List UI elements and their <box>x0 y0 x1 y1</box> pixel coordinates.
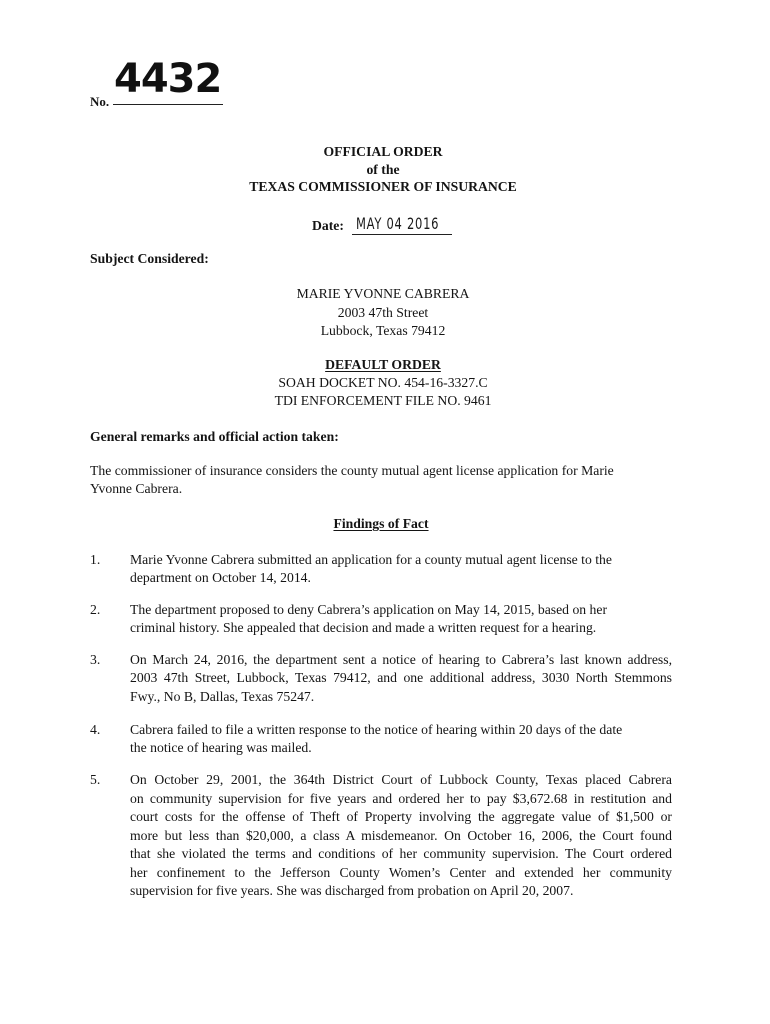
date-stamp: MAY 04 2016 <box>356 214 440 233</box>
order-number-stamp: 4432 <box>114 56 222 102</box>
findings-heading-text: Findings of Fact <box>333 516 429 531</box>
subject-name: MARIE YVONNE CABRERA <box>296 286 470 301</box>
finding-text-line: the notice of hearing was mailed. <box>130 740 312 756</box>
finding-number: 1. <box>90 552 101 567</box>
finding-text-line: The department proposed to deny Cabrera’s application on May 14, 2015, based on her <box>130 602 608 617</box>
finding-text-line: Marie Yvonne Cabrera submitted an application for a county mutual agent license to the <box>130 552 612 567</box>
order-title: OFFICIAL ORDER <box>323 144 443 159</box>
subject-label: Subject Considered: <box>90 251 209 266</box>
remarks-line: The commissioner of insurance considers the county mutual agent license application for Marie <box>90 463 614 478</box>
finding-text-line: on community supervision for five years and ordered her to pay $3,672.68 in restitution and <box>130 790 672 806</box>
finding-number: 5. <box>90 772 101 787</box>
order-number-underline <box>113 104 223 105</box>
finding-text-line: supervision for five years. She was discharged from probation on April 20, 2007. <box>130 883 574 898</box>
finding-text <box>130 651 672 706</box>
finding-text <box>130 771 672 901</box>
finding-text-line: 2003 47th Street, Lubbock, Texas 79412, and one additional address, 3030 North Stemmons <box>130 670 672 686</box>
finding-text-line: criminal history. She appealed that decision and made a written request for a hearing. <box>130 620 597 636</box>
default-order-title-text: DEFAULT ORDER <box>325 357 441 372</box>
finding-text-line: On October 29, 2001, the 364th District Court of Lubbock County, Texas placed Cabrera <box>130 772 672 787</box>
finding-text-line: her confinement to the Jefferson County Women’s Center and extended her community <box>130 864 672 880</box>
finding-text <box>130 601 672 638</box>
subject-city: Lubbock, Texas 79412 <box>320 323 446 338</box>
finding-text-line: Fwy., No B, Dallas, Texas 75247. <box>130 688 315 704</box>
finding-text-line: more but less than $20,000, a class A misdemeanor. On October 16, 2006, the Court found <box>130 827 672 843</box>
agency-name: TEXAS COMMISSIONER OF INSURANCE <box>249 179 517 194</box>
date-underline <box>352 234 452 235</box>
order-title-of-the: of the <box>366 162 400 177</box>
finding-text-line: that she violated the terms and conditions of her community supervision. The Court ordered <box>130 846 672 861</box>
soah-docket: SOAH DOCKET NO. 454-16-3327.C <box>278 375 488 390</box>
finding-text <box>130 721 672 758</box>
remarks-line: Yvonne Cabrera. <box>90 481 183 497</box>
date-label: Date: <box>312 218 344 233</box>
finding-text-line: On March 24, 2016, the department sent a notice of hearing to Cabrera’s last known address, <box>130 652 672 667</box>
finding-text-line: Cabrera failed to file a written response to the notice of hearing within 20 days of the date <box>130 722 623 737</box>
finding-text <box>130 551 672 588</box>
order-number-label: No. <box>90 94 110 109</box>
finding-number: 3. <box>90 652 101 667</box>
findings-heading <box>0 515 762 533</box>
tdi-file-number: TDI ENFORCEMENT FILE NO. 9461 <box>274 393 492 408</box>
finding-number: 4. <box>90 722 101 737</box>
finding-text-line: department on October 14, 2014. <box>130 570 311 586</box>
default-order-title <box>0 356 766 374</box>
remarks-heading: General remarks and official action taken: <box>90 429 339 444</box>
subject-street: 2003 47th Street <box>337 305 429 320</box>
remarks-paragraph <box>90 462 614 499</box>
finding-number: 2. <box>90 602 101 617</box>
finding-text-line: court costs for the offense of Theft of Property involving the aggregate value of $1,500 or <box>130 809 672 824</box>
